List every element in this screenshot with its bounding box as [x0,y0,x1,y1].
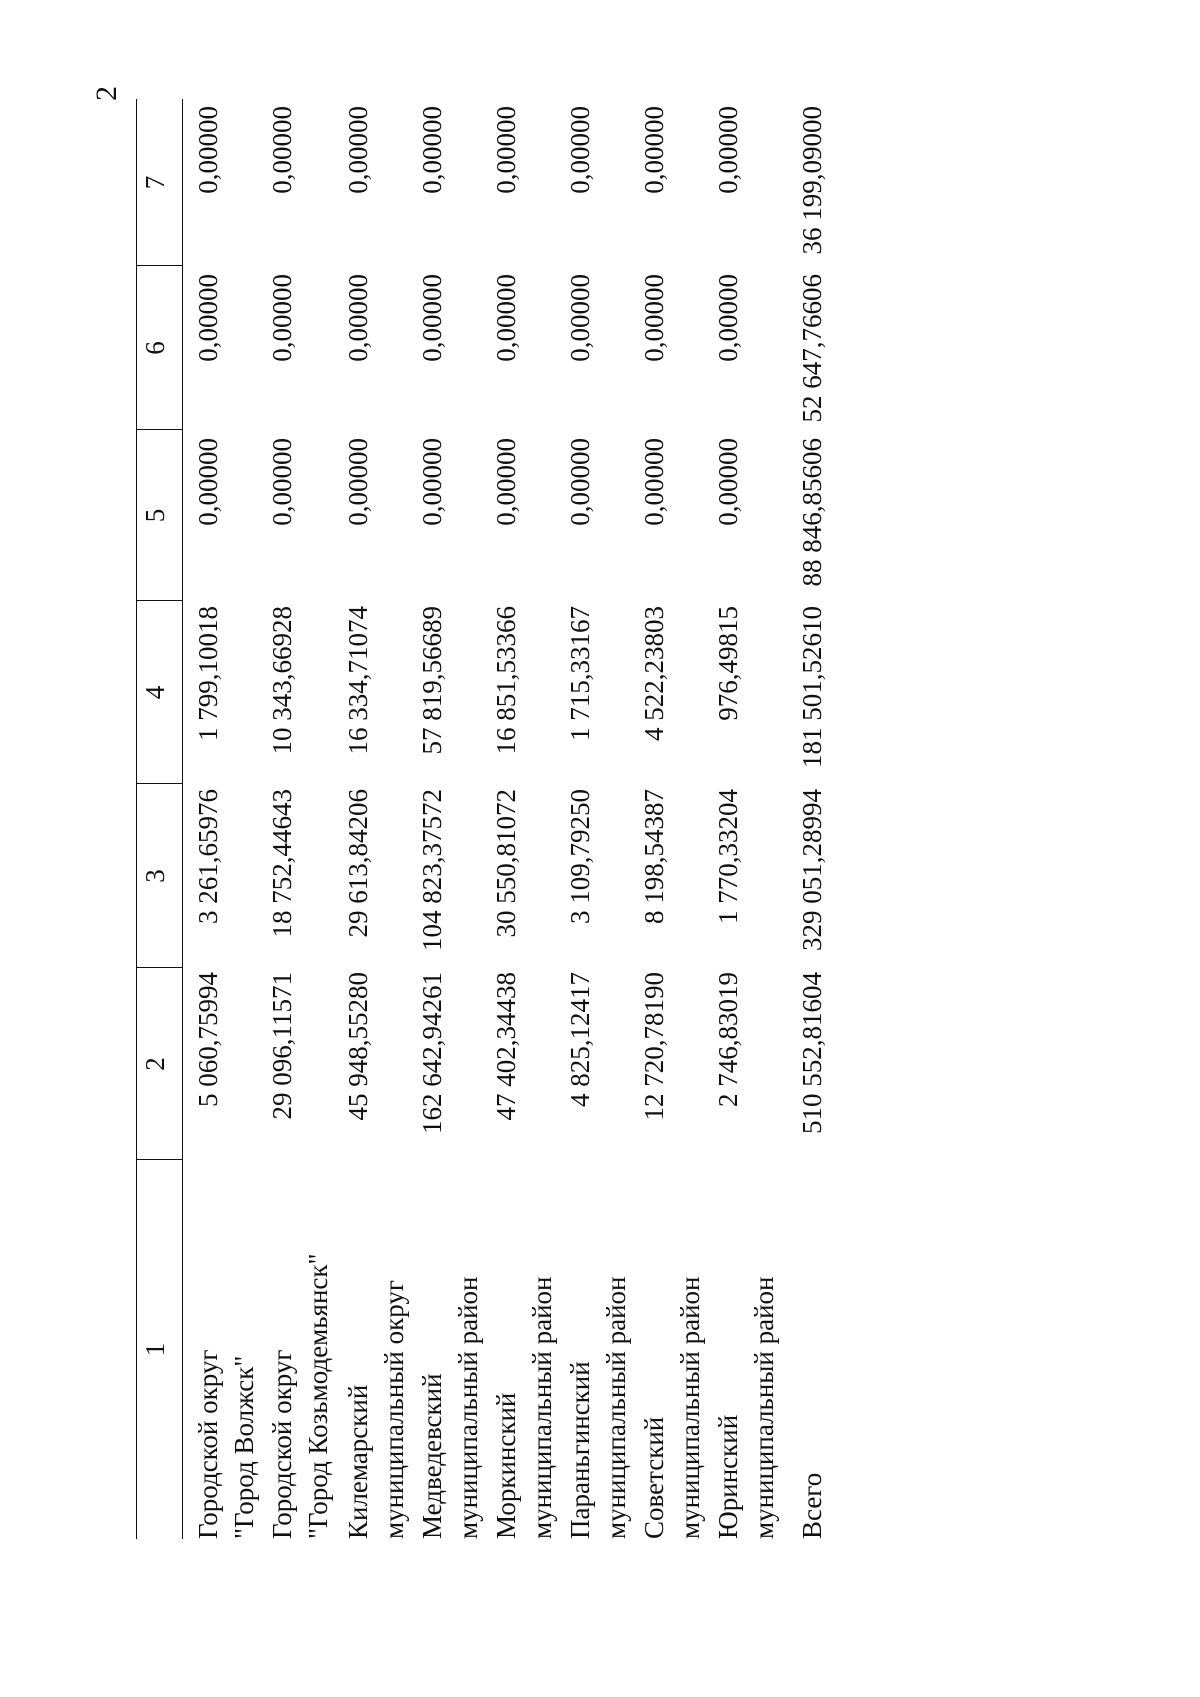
table-cell: 0,00000 [565,438,595,526]
table-header-rule [182,99,183,1539]
column-header: 7 [140,175,170,190]
column-header: 6 [140,341,170,355]
table-cell: 0,00000 [713,106,743,194]
row-name-line: муниципальный район [675,1276,705,1539]
table-cell: 2 746,83019 [713,972,743,1107]
table-cell: 30 550,81072 [491,789,521,938]
table-cell: 0,00000 [343,274,373,362]
page-number: 2 [90,86,123,101]
row-name-line: Советский [639,1416,669,1539]
table-cell: 0,00000 [267,274,297,362]
row-name [794,1164,830,1539]
table-cell: 1 770,33204 [713,789,743,924]
table-cell: 0,00000 [565,106,595,194]
table-cell: 976,49815 [713,606,743,721]
row-name-line: муниципальный район [453,1276,483,1539]
table-cell: 10 343,66928 [267,606,297,755]
table-cell: 36 199,09000 [797,106,827,255]
table-cell: 0,00000 [713,274,743,362]
row-name [340,1164,412,1539]
table-cell: 8 198,54387 [639,789,669,924]
row-name [190,1164,262,1539]
table-cell: 52 647,76606 [797,274,827,423]
table-cell: 5 060,75994 [193,972,223,1107]
table-cell: 0,00000 [639,274,669,362]
row-name [264,1164,336,1539]
row-name-line: муниципальный район [527,1276,557,1539]
row-name [414,1164,486,1539]
table-cell: 0,00000 [193,274,223,362]
table-cell: 16 851,53366 [491,606,521,755]
row-name-line: Юринский [713,1414,743,1539]
table-cell: 0,00000 [267,438,297,526]
table-cell: 0,00000 [639,438,669,526]
row-name-line: Всего [797,1472,827,1539]
table-cell: 0,00000 [713,438,743,526]
table-cell: 88 846,85606 [797,438,827,587]
table-cell: 0,00000 [193,106,223,194]
table-cell: 47 402,34438 [491,972,521,1121]
table-cell: 18 752,44643 [267,789,297,938]
table-cell: 0,00000 [343,438,373,526]
row-name-line: Моркинский [491,1392,521,1539]
table-cell: 0,00000 [343,106,373,194]
row-name-line: Городской округ [267,1349,297,1539]
table-cell: 0,00000 [491,106,521,194]
column-header: 1 [140,1342,170,1357]
table-cell: 3 109,79250 [565,789,595,924]
column-header: 5 [140,508,170,523]
row-name-line: муниципальный район [601,1276,631,1539]
table-cell: 57 819,56689 [417,606,447,755]
table-cell: 4 522,23803 [639,606,669,741]
table-cell: 104 823,37572 [417,789,447,951]
table-cell: 0,00000 [267,106,297,194]
row-name-line: Медведевский [417,1373,447,1539]
row-name [636,1164,708,1539]
row-name-line: Параньгинский [565,1361,595,1539]
row-name-line: "Город Волжск" [229,1355,259,1539]
column-header: 2 [140,1057,170,1071]
table-cell: 3 261,65976 [193,789,223,924]
table-cell: 16 334,71074 [343,606,373,755]
table-cell: 0,00000 [639,106,669,194]
table-cell: 0,00000 [491,274,521,362]
table-cell: 329 051,28994 [797,789,827,951]
table-cell: 0,00000 [565,274,595,362]
column-header: 3 [140,869,170,883]
table-cell: 29 096,11571 [267,972,297,1120]
row-name-line: Городской округ [193,1349,223,1539]
table-cell: 0,00000 [417,274,447,362]
row-name [562,1164,634,1539]
table-cell: 29 613,84206 [343,789,373,938]
table-cell: 4 825,12417 [565,972,595,1107]
row-name-line: "Город Козьмодемьянск" [303,1253,333,1539]
column-header: 4 [140,685,170,700]
row-name [710,1164,782,1539]
row-name [488,1164,560,1539]
table-cell: 0,00000 [417,106,447,194]
row-name-line: муниципальный район [749,1276,779,1539]
table-cell: 1 799,10018 [193,606,223,741]
table-cell: 510 552,81604 [797,972,827,1134]
table-cell: 0,00000 [417,438,447,526]
table-cell: 45 948,55280 [343,972,373,1121]
table-cell: 162 642,94261 [417,972,447,1134]
table-cell: 181 501,52610 [797,606,827,768]
table-top-rule [136,99,137,1539]
row-name-line: муниципальный округ [379,1280,409,1539]
table-cell: 0,00000 [491,438,521,526]
table-cell: 1 715,33167 [565,606,595,741]
table-cell: 0,00000 [193,438,223,526]
table-cell: 12 720,78190 [639,972,669,1121]
row-name-line: Килемарский [343,1384,373,1539]
